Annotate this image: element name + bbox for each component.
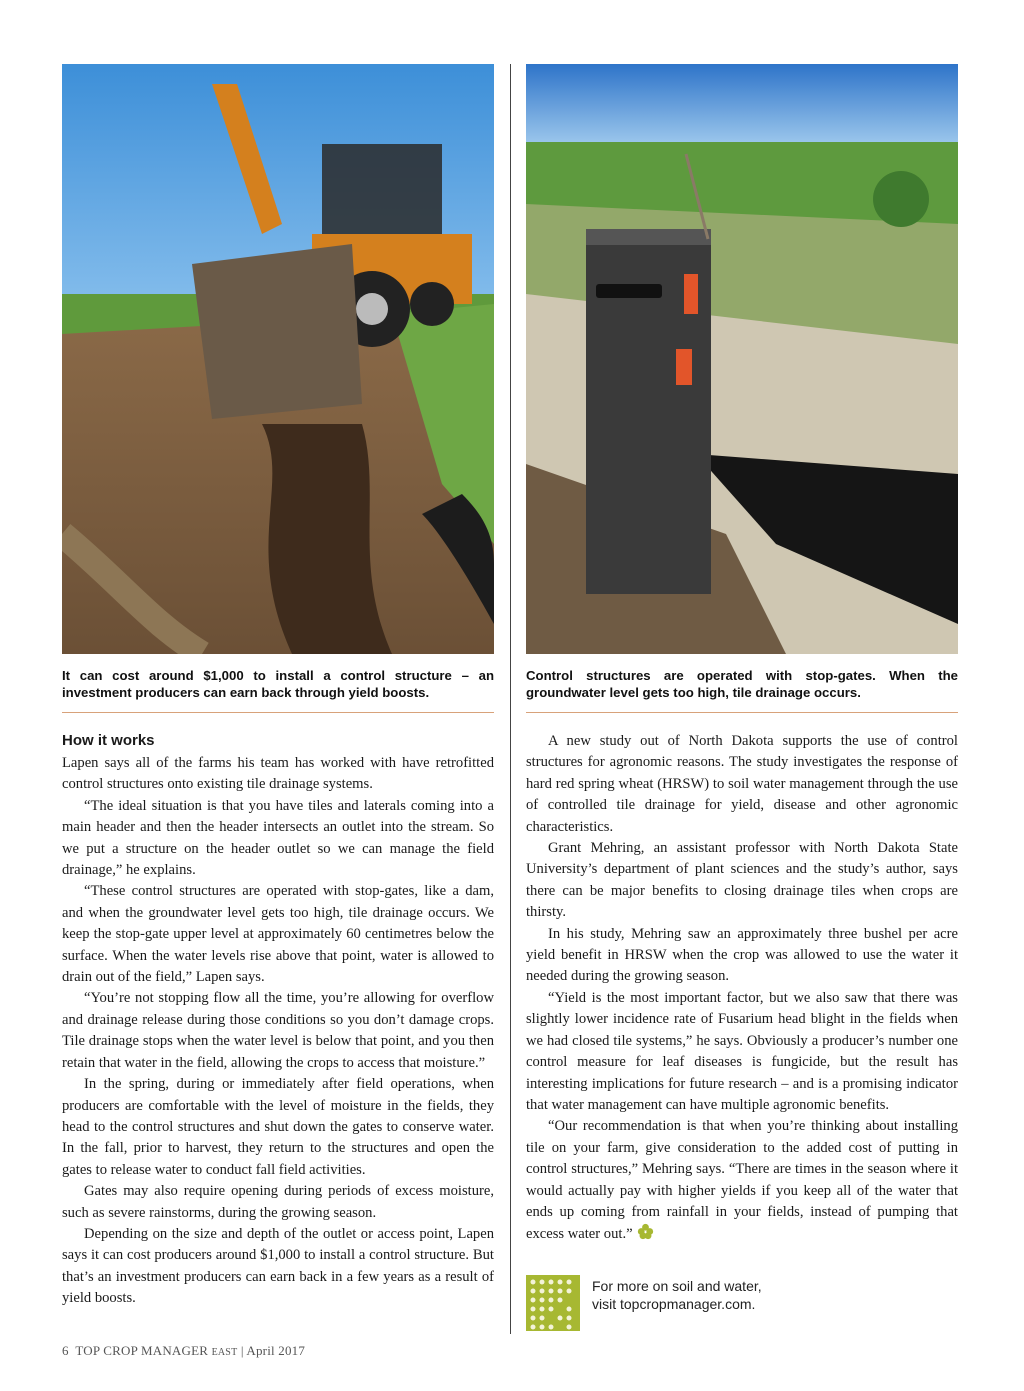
paragraph: Depending on the size and depth of the outlet or access point, Lapen says it can cost producers around $1,000 to install a control structure. But that’s an investment producers can earn back in a few years as a result of yield boosts. xyxy=(62,1225,494,1307)
magazine-name: TOP CROP MANAGER xyxy=(75,1343,209,1358)
paragraph: Grant Mehring, an assistant professor with North Dakota State University’s department of plant sciences and the study’s author, says there can be major benefits to closing drainage tiles when crops are thirsty. xyxy=(526,840,958,921)
column-divider xyxy=(510,64,511,1334)
caption-divider-right xyxy=(526,712,958,713)
edition-label: EAST xyxy=(211,1347,238,1358)
article-column-left xyxy=(62,731,494,1310)
photo-backhoe xyxy=(62,64,494,654)
paragraph: In his study, Mehring saw an approximately three bushel per acre yield benefit in HRSW when the crop was allowed to use the water it needed during the growing season. xyxy=(526,925,958,985)
footer-separator: | xyxy=(240,1343,244,1358)
article-column-right xyxy=(526,731,958,1246)
page-footer xyxy=(62,1343,305,1359)
section-heading: How it works xyxy=(62,732,155,749)
photo-caption-right: Control structures are operated with stop-gates. When the groundwater level gets too high, tile drainage occurs. xyxy=(526,668,958,700)
paragraph: A new study out of North Dakota supports the use of control structures for agronomic reasons. The study investigates the response of hard red spring wheat (HRSW) to soil water management through the use of controlled tile drainage for yield, disease and other agronomic characteristics. xyxy=(526,733,958,835)
issue-date: April 2017 xyxy=(246,1343,306,1358)
paragraph: In the spring, during or immediately after field operations, when producers are comfortable with the level of moisture in the fields, they head to the control structures and shut down the gates to conserve water. In the fall, prior to harvest, they return to the structures and open the gates to release water to conduct fall field activities. xyxy=(62,1076,494,1178)
photo-caption-left: It can cost around $1,000 to install a control structure – an investment producers can earn back through yield boosts. xyxy=(62,668,494,700)
paragraph-final-text: “Our recommendation is that when you’re thinking about installing tile on your farm, give consideration to the added cost of putting in control structures,” Mehring says. “There are times in the season where it would actually pay with higher yields if you keep all of the water that ends up coming from rainfall in your fields, instead of pumping that excess water out.” xyxy=(526,1118,958,1243)
paragraph: Gates may also require opening during periods of excess moisture, such as severe rainstorms, during the growing season. xyxy=(62,1183,494,1221)
paragraph: “The ideal situation is that you have tiles and laterals coming into a main header and then the header intersects an outlet into the stream. So we put a structure on the header outlet so we can manage the field drainage,” he explains. xyxy=(62,797,494,879)
paragraph: “Yield is the most important factor, but we also saw that there was slightly lower incidence rate of Fusarium head blight in the fields when we had closed tile systems,” he says. Obviously a producer’s number one control measure for leaf diseases is fungicide, but the result has interesting implications for future research – and is a promising indicator that water management can have multiple agronomic benefits. xyxy=(526,989,958,1113)
topcropmanager-logo-icon xyxy=(526,1275,580,1331)
leaf-end-icon xyxy=(637,1223,654,1240)
paragraph-final xyxy=(526,1116,958,1245)
paragraph: Lapen says all of the farms his team has worked with have retrofitted control structures onto existing tile drainage systems. xyxy=(62,755,494,793)
promo-line-1: For more on soil and water, xyxy=(592,1278,762,1294)
paragraph: “These control structures are operated with stop-gates, like a dam, and when the groundwater level gets too high, tile drainage occurs. We keep the stop-gate upper level at approximately 60 centimetres below the surface. When the water levels rise above that point, water is allowed to drain out of the field,” Lapen says. xyxy=(62,883,494,986)
caption-divider-left xyxy=(62,712,494,713)
paragraph: “You’re not stopping flow all the time, you’re allowing for overflow and drainage release during those conditions so you don’t damage crops. Tile drainage stops when the water level is below that point, and you then retain that water in the field, allowing the crops to access that moisture.” xyxy=(62,990,494,1071)
page-number: 6 xyxy=(62,1343,69,1358)
promo-text xyxy=(592,1277,762,1313)
promo-link[interactable]: visit topcropmanager.com. xyxy=(592,1296,756,1312)
promo-block xyxy=(526,1275,966,1331)
photo-control-structure xyxy=(526,64,958,654)
